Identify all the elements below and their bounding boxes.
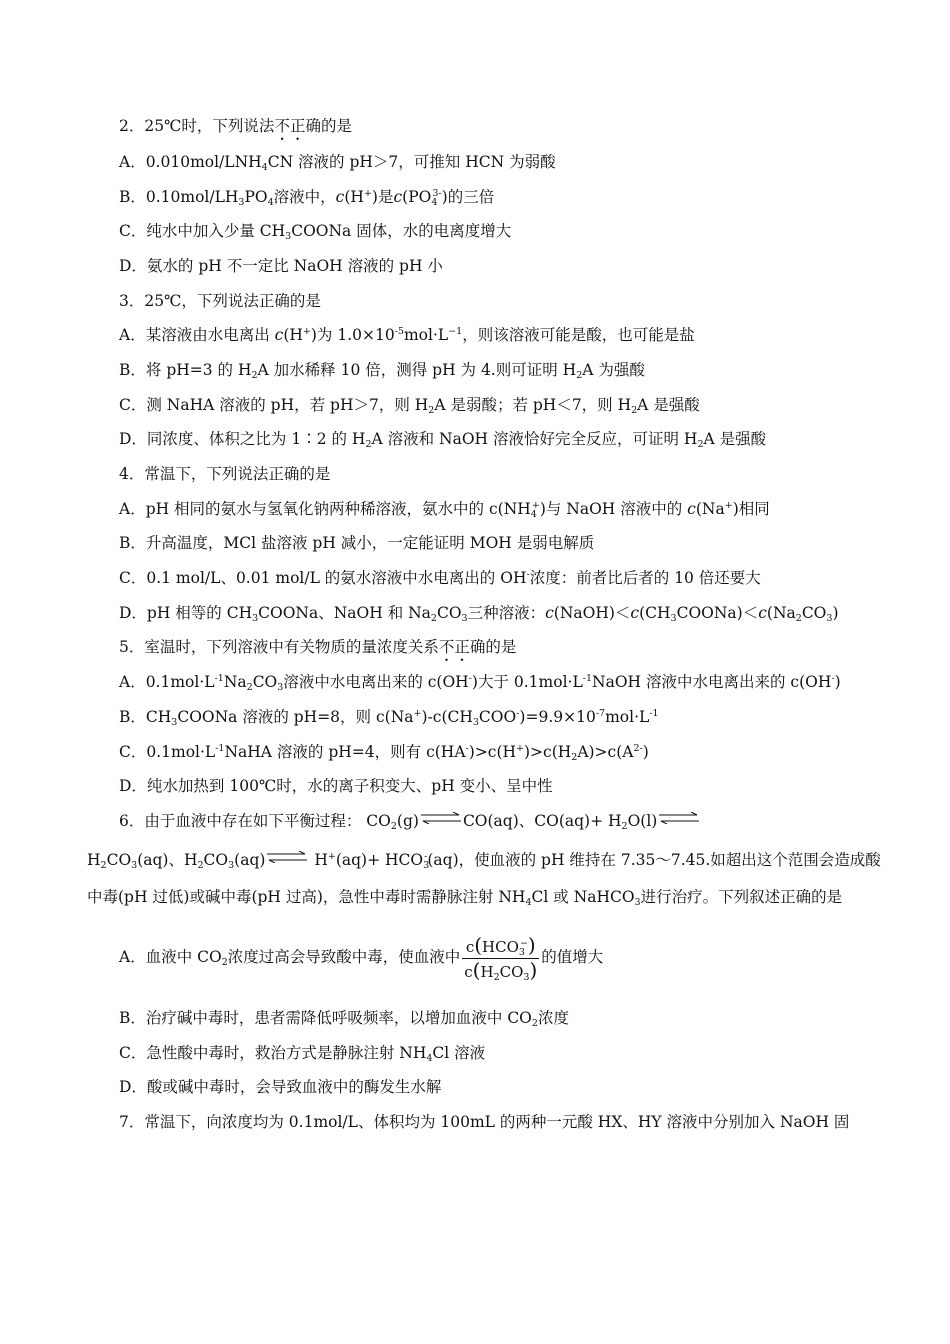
q3-option-b: B．将 pH=3 的 $H_2A$ 加水稀释 10 倍，测得 pH 为 4.则可证明 $H_2A$ 为强酸 [119, 361, 645, 381]
q3-option-d: D．同浓度、体积之比为 1∶2 的 $H_2A$ 溶液和 NaOH 溶液恰好完全反应，可证明 $H_2A$ 是强酸 [119, 430, 767, 450]
question-3-stem: 3．25℃，下列说法正确的是 [119, 292, 321, 310]
q2-option-c: C．纯水中加入少量 $CH_3COONa$ 固体，水的电离度增大 [119, 222, 512, 242]
q6-option-d: D．酸或碱中毒时，会导致血液中的酶发生水解 [119, 1078, 442, 1096]
q4-option-a: A．pH 相同的氨水与氢氧化钠两种稀溶液，氨水中的 $c(NH_4^+)$与 NaOH 溶液中的 c(Na+)相同 [119, 500, 770, 520]
q6-stem-line-2: $H_2CO_3(aq)$、$H_2CO_3(aq)$ $H^+(aq)+ HCO_3^-(aq)$，使血液的 pH 维持在 7.35～7.45.如超出这个范围会造成酸 [87, 851, 881, 871]
q5-option-d: D．纯水加热到 100℃时，水的离子积变大、pH 变小、呈中性 [119, 777, 553, 795]
q4-option-c: C．0.1 mol/L、0.01 mol/L 的氨水溶液中水电离出的 OH-浓度：前者比后者的 10 倍还要大 [119, 569, 761, 587]
q2-option-b: B．$0.10mol/LH_3PO_4$溶液中，c(H+)是$c(PO_4^{3-})$的三倍 [119, 188, 495, 208]
equilibrium-arrows-icon [659, 812, 699, 824]
question-4-stem: 4．常温下，下列说法正确的是 [119, 465, 331, 483]
q2-option-a: A．$0.010mol/LNH_4CN$ 溶液的 pH＞7，可推知 HCN 为弱酸 [119, 153, 556, 173]
equilibrium-arrows-icon [267, 851, 307, 863]
q3-option-a: A．某溶液由水电离出 c(H+)为 $1.0\times 10^{-5}mol\cdot L^{-1}$，则该溶液可能是酸，也可能是盐 [119, 326, 695, 344]
concentration-ratio-fraction: $\frac{c(HCO_3^-)}{c(H_2CO_3)}$ [464, 932, 538, 983]
q2-option-d: D．氨水的 pH 不一定比 NaOH 溶液的 pH 小 [119, 257, 443, 275]
q5-option-c: C．$0.1mol\cdot L^{-1}NaHA$ 溶液的 pH=4，则有 $c(HA^-)>c(H^+)>c(H_2A)>c(A^{2-})$ [119, 743, 649, 763]
emphasis-text: 不正 [438, 638, 470, 656]
question-5-stem: 5．室温时，下列溶液中有关物质的量浓度关系不正确的是 [119, 638, 517, 656]
q5-option-b: B．$CH_3COONa$ 溶液的 pH=8，则 $c(Na^+)-c(CH_3COO^-)=9.9\times 10^{-7}mol\cdot L^{-1}$ [119, 708, 659, 728]
q6-option-c: C．急性酸中毒时，救治方式是静脉注射 $NH_4Cl$ 溶液 [119, 1044, 486, 1064]
equilibrium-arrows-icon [421, 812, 461, 824]
q6-option-b: B．治疗碱中毒时，患者需降低呼吸频率，以增加血液中 $CO_2$浓度 [119, 1009, 569, 1029]
question-6-stem: 6．由于血液中存在如下平衡过程： $CO_2(g)$ CO(aq)、$CO(aq)+ H_2O(l)$ [119, 811, 701, 831]
q6-option-a: A．血液中 $CO_2$浓度过高会导致酸中毒，使血液中 $\frac{c(HCO_3^-)}{c(H_2CO_3)}$ 的值增大 [119, 932, 604, 983]
q6-stem-line-3: 中毒(pH 过低)或碱中毒(pH 过高)，急性中毒时需静脉注射 $NH_4Cl$ 或 NaHCO$_3$进行治疗。下列叙述正确的是 [87, 888, 843, 908]
q4-option-d: D．pH 相等的 $CH_3COONa$、NaOH 和 $Na_2CO_3$三种溶液：$c(NaOH)<c(CH_3COONa)<c(Na_2CO_3)$ [119, 604, 839, 624]
q4-option-b: B．升高温度，MCl 盐溶液 pH 减小，一定能证明 MOH 是弱电解质 [119, 534, 595, 552]
q5-option-a: A．$0.1mol\cdot L^{-1}Na_2CO_3$溶液中水电离出来的 c(OH-)大于 $0.1mol\cdot L^{-1}NaOH$ 溶液中水电离出来的 c(OH-) [119, 673, 841, 693]
question-7-stem: 7．常温下，向浓度均为 0.1mol/L、体积均为 100mL 的两种一元酸 HX、HY 溶液中分别加入 NaOH 固 [119, 1113, 850, 1131]
q3-option-c: C．测 NaHA 溶液的 pH，若 pH＞7，则 $H_2A$ 是弱酸；若 pH＜7，则 $H_2A$ 是强酸 [119, 396, 700, 416]
question-2-stem: 2．25℃时，下列说法不正确的是 [119, 117, 352, 135]
emphasis-text: 不正 [274, 117, 306, 135]
